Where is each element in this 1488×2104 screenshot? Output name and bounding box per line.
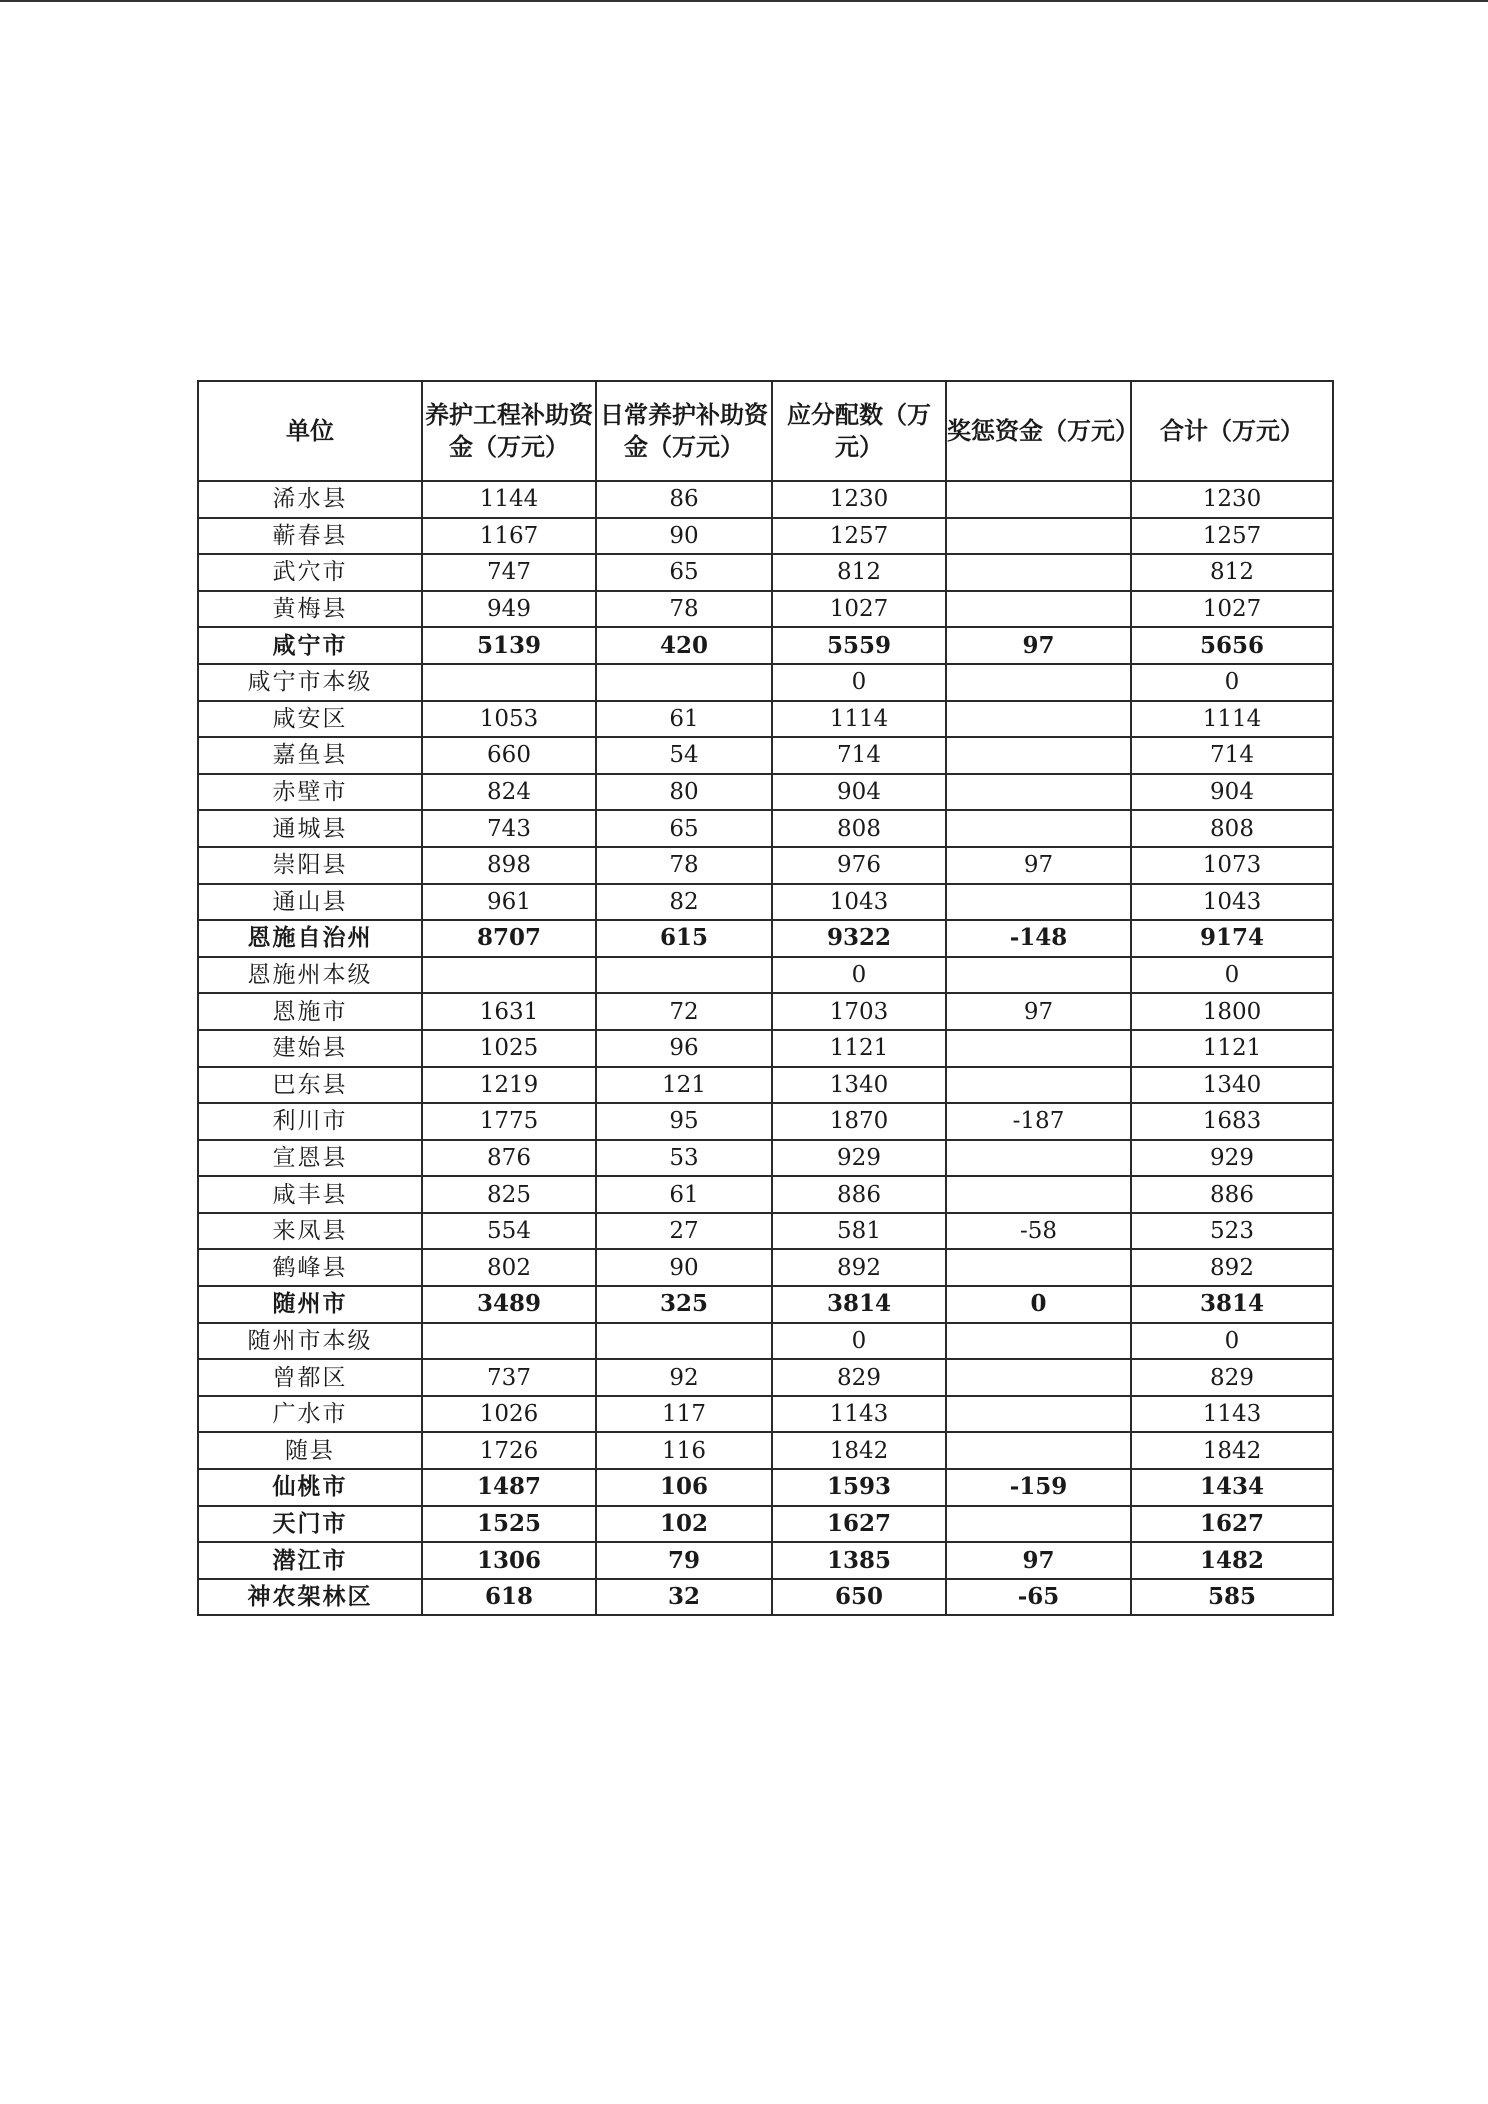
project-funds-cell: 1487 [422,1469,596,1506]
project-funds-cell: 949 [422,591,596,628]
allocated-cell: 976 [772,847,946,884]
daily-funds-cell: 65 [596,554,772,591]
reward-penalty-cell [946,884,1131,921]
table-row [198,1249,1333,1286]
unit-cell: 建始县 [198,1030,422,1067]
project-funds-cell: 1525 [422,1506,596,1543]
allocated-cell: 1230 [772,481,946,518]
table-row [198,1542,1333,1579]
unit-cell: 蕲春县 [198,518,422,555]
daily-funds-cell: 116 [596,1432,772,1469]
total-cell: 1627 [1131,1506,1333,1543]
reward-penalty-cell [946,737,1131,774]
allocated-cell: 1114 [772,701,946,738]
table-row [198,847,1333,884]
daily-funds-cell: 78 [596,591,772,628]
reward-penalty-cell [946,554,1131,591]
header-project-funds: 养护工程补助资金（万元） [422,381,596,481]
unit-cell: 赤壁市 [198,774,422,811]
project-funds-cell: 1306 [422,1542,596,1579]
unit-cell: 黄梅县 [198,591,422,628]
unit-cell: 神农架林区 [198,1579,422,1616]
allocated-cell: 886 [772,1176,946,1213]
project-funds-cell: 660 [422,737,596,774]
allocated-cell: 829 [772,1359,946,1396]
total-cell: 1482 [1131,1542,1333,1579]
total-cell: 1073 [1131,847,1333,884]
allocated-cell: 812 [772,554,946,591]
table-row [198,993,1333,1030]
table-row [198,737,1333,774]
unit-cell: 咸安区 [198,701,422,738]
table-row [198,810,1333,847]
header-reward-penalty: 奖惩资金（万元） [946,381,1131,481]
total-cell: 1043 [1131,884,1333,921]
daily-funds-cell: 53 [596,1140,772,1177]
total-cell: 1114 [1131,701,1333,738]
project-funds-cell: 1053 [422,701,596,738]
table-row [198,481,1333,518]
project-funds-cell: 825 [422,1176,596,1213]
reward-penalty-cell [946,518,1131,555]
reward-penalty-cell: 97 [946,993,1131,1030]
unit-cell: 利川市 [198,1103,422,1140]
unit-cell: 嘉鱼县 [198,737,422,774]
reward-penalty-cell: -187 [946,1103,1131,1140]
table-row [198,1579,1333,1616]
project-funds-cell: 1144 [422,481,596,518]
unit-cell: 武穴市 [198,554,422,591]
table-row [198,627,1333,664]
allocated-cell: 1703 [772,993,946,1030]
reward-penalty-cell: -159 [946,1469,1131,1506]
total-cell: 812 [1131,554,1333,591]
allocated-cell: 1143 [772,1396,946,1433]
reward-penalty-cell: 97 [946,847,1131,884]
table-row [198,920,1333,957]
unit-cell: 仙桃市 [198,1469,422,1506]
header-total: 合计（万元） [1131,381,1333,481]
table-row [198,1469,1333,1506]
unit-cell: 随州市 [198,1286,422,1323]
table-row [198,1506,1333,1543]
total-cell: 808 [1131,810,1333,847]
allocated-cell: 0 [772,1323,946,1360]
unit-cell: 潜江市 [198,1542,422,1579]
reward-penalty-cell [946,481,1131,518]
header-daily-funds: 日常养护补助资金（万元） [596,381,772,481]
project-funds-cell: 824 [422,774,596,811]
table-row [198,1140,1333,1177]
total-cell: 1340 [1131,1067,1333,1104]
unit-cell: 恩施自治州 [198,920,422,957]
total-cell: 904 [1131,774,1333,811]
total-cell: 1800 [1131,993,1333,1030]
reward-penalty-cell [946,1030,1131,1067]
table-header [198,381,1333,481]
total-cell: 0 [1131,1323,1333,1360]
allocated-cell: 1257 [772,518,946,555]
unit-cell: 随州市本级 [198,1323,422,1360]
reward-penalty-cell: -58 [946,1213,1131,1250]
daily-funds-cell: 78 [596,847,772,884]
allocated-cell: 1593 [772,1469,946,1506]
daily-funds-cell: 90 [596,1249,772,1286]
daily-funds-cell: 61 [596,701,772,738]
project-funds-cell: 8707 [422,920,596,957]
reward-penalty-cell [946,1432,1131,1469]
unit-cell: 咸丰县 [198,1176,422,1213]
total-cell: 1434 [1131,1469,1333,1506]
unit-cell: 宣恩县 [198,1140,422,1177]
allocated-cell: 904 [772,774,946,811]
total-cell: 892 [1131,1249,1333,1286]
daily-funds-cell: 27 [596,1213,772,1250]
unit-cell: 通山县 [198,884,422,921]
unit-cell: 天门市 [198,1506,422,1543]
allocated-cell: 892 [772,1249,946,1286]
total-cell: 929 [1131,1140,1333,1177]
project-funds-cell: 3489 [422,1286,596,1323]
total-cell: 714 [1131,737,1333,774]
total-cell: 1143 [1131,1396,1333,1433]
allocated-cell: 1842 [772,1432,946,1469]
unit-cell: 巴东县 [198,1067,422,1104]
total-cell: 1121 [1131,1030,1333,1067]
daily-funds-cell [596,1323,772,1360]
table-row [198,1213,1333,1250]
reward-penalty-cell [946,1067,1131,1104]
allocated-cell: 714 [772,737,946,774]
project-funds-cell: 554 [422,1213,596,1250]
table-row [198,1396,1333,1433]
reward-penalty-cell: -148 [946,920,1131,957]
total-cell: 3814 [1131,1286,1333,1323]
table-row [198,1067,1333,1104]
allocated-cell: 929 [772,1140,946,1177]
reward-penalty-cell [946,957,1131,994]
daily-funds-cell: 325 [596,1286,772,1323]
header-row [198,381,1333,481]
total-cell: 1230 [1131,481,1333,518]
reward-penalty-cell [946,774,1131,811]
table-body [198,481,1333,1615]
total-cell: 1027 [1131,591,1333,628]
table-row [198,1323,1333,1360]
daily-funds-cell: 117 [596,1396,772,1433]
allocated-cell: 808 [772,810,946,847]
daily-funds-cell: 65 [596,810,772,847]
project-funds-cell: 1631 [422,993,596,1030]
table-row [198,591,1333,628]
allocated-cell: 650 [772,1579,946,1616]
table-row [198,701,1333,738]
table-row [198,518,1333,555]
allocated-cell: 1870 [772,1103,946,1140]
project-funds-cell: 898 [422,847,596,884]
reward-penalty-cell [946,810,1131,847]
project-funds-cell: 961 [422,884,596,921]
daily-funds-cell: 420 [596,627,772,664]
project-funds-cell [422,957,596,994]
header-allocated: 应分配数（万元） [772,381,946,481]
project-funds-cell: 1726 [422,1432,596,1469]
project-funds-cell: 618 [422,1579,596,1616]
daily-funds-cell: 102 [596,1506,772,1543]
allocated-cell: 1043 [772,884,946,921]
daily-funds-cell: 86 [596,481,772,518]
daily-funds-cell [596,957,772,994]
project-funds-cell: 737 [422,1359,596,1396]
page-top-border [0,0,1488,2]
reward-penalty-cell [946,1396,1131,1433]
allocated-cell: 9322 [772,920,946,957]
project-funds-cell: 747 [422,554,596,591]
reward-penalty-cell [946,1506,1131,1543]
allocated-cell: 0 [772,957,946,994]
table-row [198,1432,1333,1469]
total-cell: 886 [1131,1176,1333,1213]
total-cell: 523 [1131,1213,1333,1250]
daily-funds-cell [596,664,772,701]
reward-penalty-cell [946,1359,1131,1396]
table-row [198,774,1333,811]
daily-funds-cell: 92 [596,1359,772,1396]
reward-penalty-cell [946,1249,1131,1286]
table-row [198,957,1333,994]
reward-penalty-cell: -65 [946,1579,1131,1616]
reward-penalty-cell: 0 [946,1286,1131,1323]
project-funds-cell: 1167 [422,518,596,555]
header-unit: 单位 [198,381,422,481]
table-row [198,1359,1333,1396]
allocated-cell: 1627 [772,1506,946,1543]
total-cell: 9174 [1131,920,1333,957]
unit-cell: 通城县 [198,810,422,847]
unit-cell: 恩施州本级 [198,957,422,994]
unit-cell: 崇阳县 [198,847,422,884]
reward-penalty-cell [946,1176,1131,1213]
daily-funds-cell: 106 [596,1469,772,1506]
total-cell: 0 [1131,957,1333,994]
table-row [198,554,1333,591]
unit-cell: 鹤峰县 [198,1249,422,1286]
table-row [198,1176,1333,1213]
table-row [198,1286,1333,1323]
reward-penalty-cell [946,664,1131,701]
total-cell: 829 [1131,1359,1333,1396]
project-funds-cell: 1026 [422,1396,596,1433]
unit-cell: 广水市 [198,1396,422,1433]
total-cell: 585 [1131,1579,1333,1616]
project-funds-cell [422,1323,596,1360]
reward-penalty-cell [946,591,1131,628]
table-row [198,1103,1333,1140]
allocated-cell: 1340 [772,1067,946,1104]
unit-cell: 咸宁市本级 [198,664,422,701]
project-funds-cell [422,664,596,701]
project-funds-cell: 1775 [422,1103,596,1140]
unit-cell: 浠水县 [198,481,422,518]
daily-funds-cell: 32 [596,1579,772,1616]
unit-cell: 恩施市 [198,993,422,1030]
daily-funds-cell: 54 [596,737,772,774]
allocation-table [197,380,1334,1616]
project-funds-cell: 876 [422,1140,596,1177]
table-row [198,884,1333,921]
allocated-cell: 0 [772,664,946,701]
table-row [198,664,1333,701]
table-row [198,1030,1333,1067]
unit-cell: 咸宁市 [198,627,422,664]
project-funds-cell: 743 [422,810,596,847]
daily-funds-cell: 79 [596,1542,772,1579]
project-funds-cell: 1025 [422,1030,596,1067]
unit-cell: 来凤县 [198,1213,422,1250]
allocated-cell: 3814 [772,1286,946,1323]
reward-penalty-cell [946,1140,1131,1177]
total-cell: 0 [1131,664,1333,701]
daily-funds-cell: 80 [596,774,772,811]
allocated-cell: 5559 [772,627,946,664]
daily-funds-cell: 95 [596,1103,772,1140]
project-funds-cell: 802 [422,1249,596,1286]
reward-penalty-cell [946,701,1131,738]
unit-cell: 随县 [198,1432,422,1469]
allocated-cell: 581 [772,1213,946,1250]
total-cell: 5656 [1131,627,1333,664]
daily-funds-cell: 121 [596,1067,772,1104]
daily-funds-cell: 61 [596,1176,772,1213]
reward-penalty-cell: 97 [946,1542,1131,1579]
daily-funds-cell: 82 [596,884,772,921]
daily-funds-cell: 72 [596,993,772,1030]
allocated-cell: 1385 [772,1542,946,1579]
daily-funds-cell: 96 [596,1030,772,1067]
allocated-cell: 1121 [772,1030,946,1067]
total-cell: 1683 [1131,1103,1333,1140]
total-cell: 1257 [1131,518,1333,555]
daily-funds-cell: 90 [596,518,772,555]
unit-cell: 曾都区 [198,1359,422,1396]
reward-penalty-cell [946,1323,1131,1360]
reward-penalty-cell: 97 [946,627,1131,664]
total-cell: 1842 [1131,1432,1333,1469]
project-funds-cell: 1219 [422,1067,596,1104]
daily-funds-cell: 615 [596,920,772,957]
allocated-cell: 1027 [772,591,946,628]
project-funds-cell: 5139 [422,627,596,664]
